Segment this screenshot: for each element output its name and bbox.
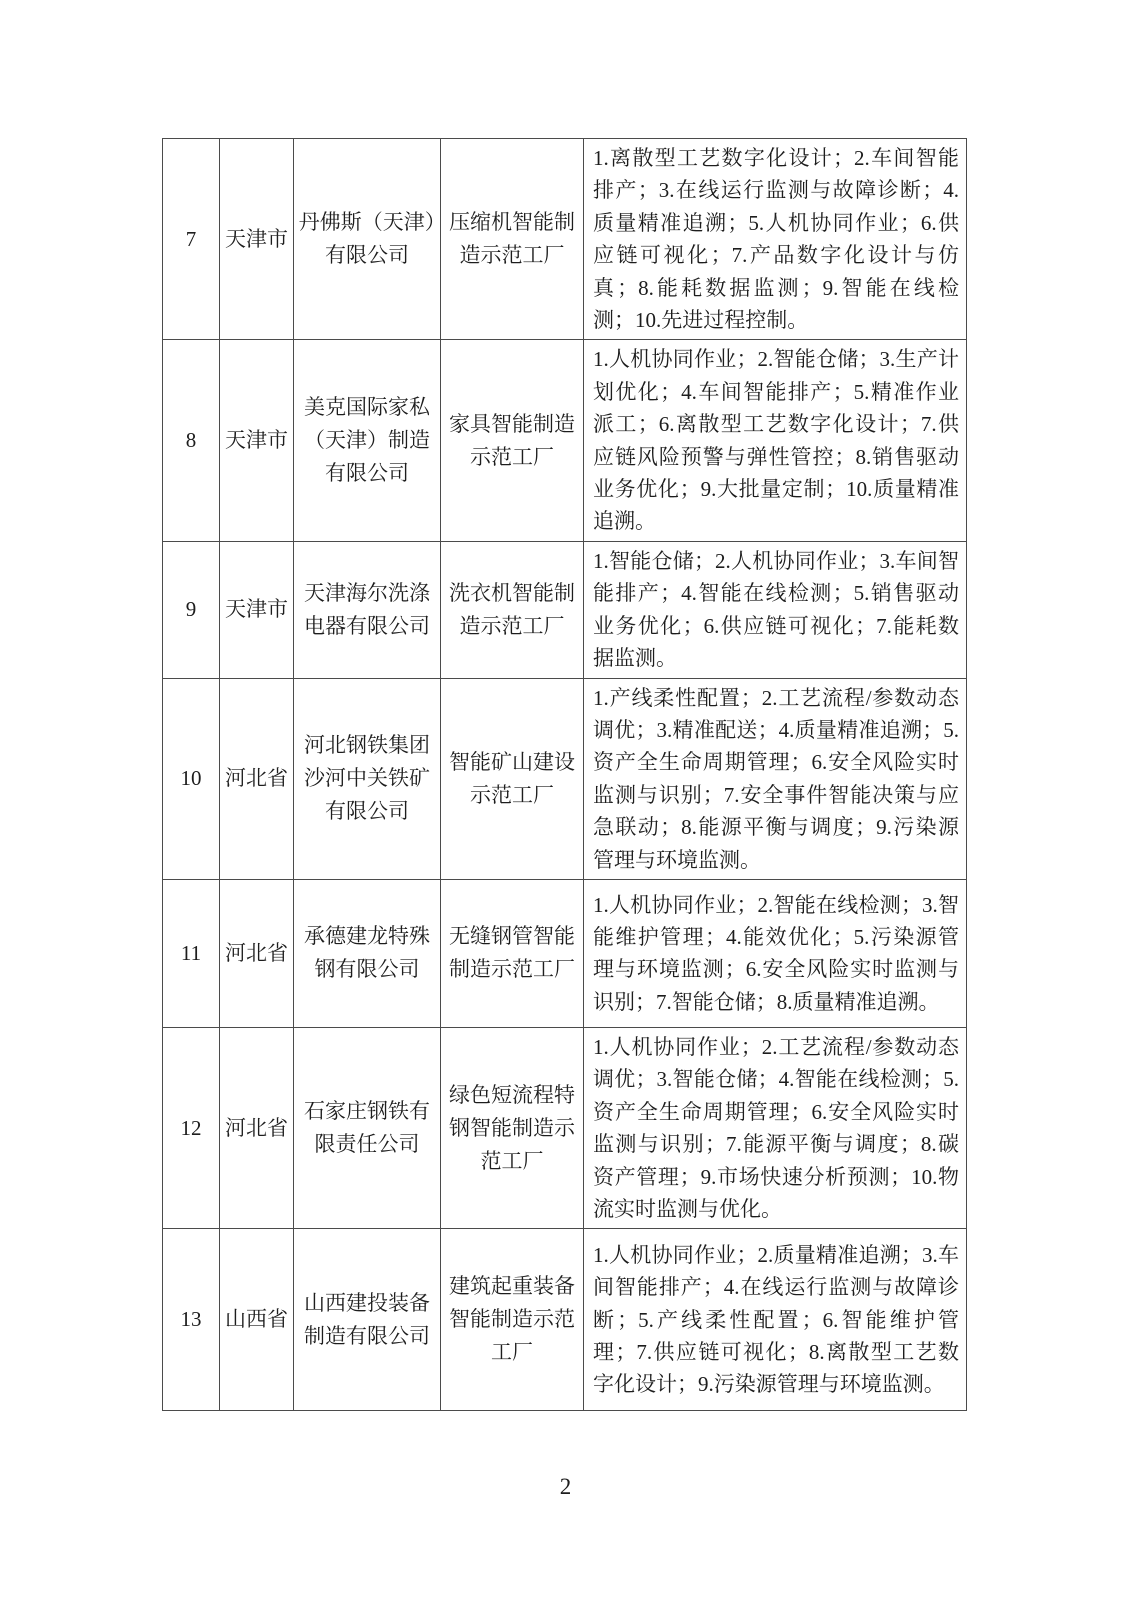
cell-scenarios: 1.离散型工艺数字化设计；2.车间智能排产；3.在线运行监测与故障诊断；4.质量精准追溯；5.人机协同作业；6.供应链可视化；7.产品数字化设计与仿真；8.能耗数据监测；9.智能在线检测；10.先进过程控制。 (584, 139, 967, 340)
cell-factory: 智能矿山建设示范工厂 (441, 678, 584, 879)
cell-company: 承德建龙特殊钢有限公司 (294, 879, 441, 1027)
cell-index: 10 (163, 678, 220, 879)
table-row (163, 678, 967, 879)
smart-factory-table (162, 138, 967, 1411)
table-row (163, 340, 967, 541)
cell-factory: 建筑起重装备智能制造示范工厂 (441, 1229, 584, 1411)
cell-company: 美克国际家私（天津）制造有限公司 (294, 340, 441, 541)
cell-province: 天津市 (220, 541, 294, 678)
cell-company: 天津海尔洗涤电器有限公司 (294, 541, 441, 678)
cell-province: 天津市 (220, 139, 294, 340)
table-row (163, 541, 967, 678)
cell-province: 河北省 (220, 879, 294, 1027)
cell-index: 7 (163, 139, 220, 340)
cell-company: 丹佛斯（天津）有限公司 (294, 139, 441, 340)
cell-index: 13 (163, 1229, 220, 1411)
cell-factory: 无缝钢管智能制造示范工厂 (441, 879, 584, 1027)
table-row (163, 1027, 967, 1228)
cell-company: 河北钢铁集团沙河中关铁矿有限公司 (294, 678, 441, 879)
cell-province: 天津市 (220, 340, 294, 541)
cell-company: 石家庄钢铁有限责任公司 (294, 1027, 441, 1228)
cell-index: 11 (163, 879, 220, 1027)
cell-company: 山西建投装备制造有限公司 (294, 1229, 441, 1411)
cell-scenarios: 1.人机协同作业；2.智能在线检测；3.智能维护管理；4.能效优化；5.污染源管理与环境监测；6.安全风险实时监测与识别；7.智能仓储；8.质量精准追溯。 (584, 879, 967, 1027)
cell-index: 12 (163, 1027, 220, 1228)
cell-province: 河北省 (220, 1027, 294, 1228)
cell-scenarios: 1.人机协同作业；2.工艺流程/参数动态调优；3.智能仓储；4.智能在线检测；5.资产全生命周期管理；6.安全风险实时监测与识别；7.能源平衡与调度；8.碳资产管理；9.市场快速分析预测；10.物流实时监测与优化。 (584, 1027, 967, 1228)
table-row (163, 139, 967, 340)
cell-scenarios: 1.人机协同作业；2.智能仓储；3.生产计划优化；4.车间智能排产；5.精准作业派工；6.离散型工艺数字化设计；7.供应链风险预警与弹性管控；8.销售驱动业务优化；9.大批量定制；10.质量精准追溯。 (584, 340, 967, 541)
table-body (163, 139, 967, 1411)
page-number: 2 (559, 1474, 572, 1499)
cell-scenarios: 1.产线柔性配置；2.工艺流程/参数动态调优；3.精准配送；4.质量精准追溯；5.资产全生命周期管理；6.安全风险实时监测与识别；7.安全事件智能决策与应急联动；8.能源平衡与调度；9.污染源管理与环境监测。 (584, 678, 967, 879)
cell-scenarios: 1.人机协同作业；2.质量精准追溯；3.车间智能排产；4.在线运行监测与故障诊断；5.产线柔性配置；6.智能维护管理；7.供应链可视化；8.离散型工艺数字化设计；9.污染源管理与环境监测。 (584, 1229, 967, 1411)
table-row (163, 1229, 967, 1411)
cell-factory: 绿色短流程特钢智能制造示范工厂 (441, 1027, 584, 1228)
cell-index: 9 (163, 541, 220, 678)
cell-index: 8 (163, 340, 220, 541)
cell-factory: 压缩机智能制造示范工厂 (441, 139, 584, 340)
cell-factory: 洗衣机智能制造示范工厂 (441, 541, 584, 678)
cell-province: 河北省 (220, 678, 294, 879)
cell-scenarios: 1.智能仓储；2.人机协同作业；3.车间智能排产；4.智能在线检测；5.销售驱动业务优化；6.供应链可视化；7.能耗数据监测。 (584, 541, 967, 678)
cell-province: 山西省 (220, 1229, 294, 1411)
table-row (163, 879, 967, 1027)
cell-factory: 家具智能制造示范工厂 (441, 340, 584, 541)
